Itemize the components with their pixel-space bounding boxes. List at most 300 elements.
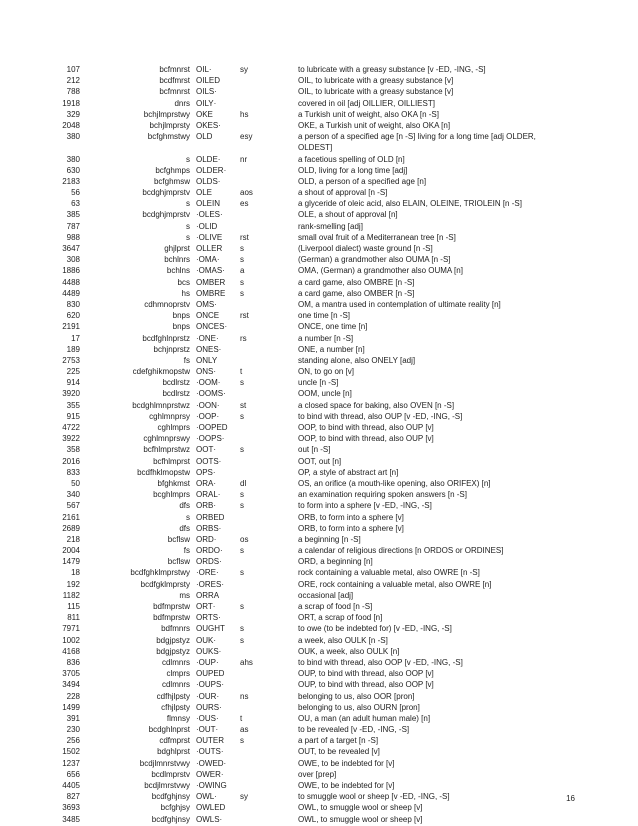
table-row (0, 422, 638, 433)
front-hooks: dnrs (174, 98, 190, 108)
front-hooks: fs (183, 355, 190, 365)
definition: a week, also OULK [n -S] (298, 635, 388, 645)
word: OUGHT (196, 624, 225, 634)
table-row (0, 388, 638, 399)
table-row (0, 478, 638, 489)
rank-number: 1182 (62, 590, 80, 600)
front-hooks: bcfhlmprstwz (143, 445, 190, 455)
word: ·OLES· (196, 210, 223, 220)
table-row (0, 344, 638, 355)
definition: OUP, to bind with thread, also OOP [v] (298, 680, 434, 690)
word: ·OWING (196, 781, 227, 791)
rank-number: 228 (66, 691, 80, 701)
word: OMBER (196, 277, 226, 287)
rank-number: 212 (66, 76, 80, 86)
rank-number: 17 (71, 333, 80, 343)
definition: OU, a man (an adult human male) [n] (298, 713, 431, 723)
word: ·OOPS· (196, 434, 225, 444)
front-hooks: bdfmnrs (161, 624, 190, 634)
rank-number: 380 (66, 154, 80, 164)
definition: OOT, out [n] (298, 456, 342, 466)
rank-number: 3485 (62, 814, 80, 824)
word: ·OLIVE (196, 232, 223, 242)
definition: OWE, to be indebted for [v] (298, 758, 395, 768)
word: ·OOP· (196, 411, 220, 421)
word: ORB· (196, 501, 216, 511)
word: ·OUR· (196, 691, 220, 701)
definition: rock containing a valuable metal, also OWRE [n -S] (298, 568, 480, 578)
rank-number: 3647 (62, 244, 80, 254)
rank-number: 4488 (62, 277, 80, 287)
front-hooks: bcdlrstz (162, 378, 190, 388)
word: ·OUTS· (196, 747, 224, 757)
back-hooks: s (240, 244, 244, 254)
front-hooks: bdfmprstw (153, 613, 190, 623)
rank-number: 50 (71, 478, 80, 488)
back-hooks: s (240, 501, 244, 511)
word: OUKS· (196, 646, 222, 656)
word: OOT· (196, 445, 216, 455)
rank-number: 830 (66, 299, 80, 309)
definition: a beginning [n -S] (298, 534, 361, 544)
definition: OP, a style of abstract art [n] (298, 467, 399, 477)
front-hooks: bcfghmsw (153, 176, 190, 186)
front-hooks: bcdfghklmprstwy (130, 568, 190, 578)
definition: to form into a sphere [v -ED, -ING, -S] (298, 501, 432, 511)
table-row (0, 758, 638, 769)
table-row (0, 590, 638, 601)
definition: a part of a target [n -S] (298, 736, 379, 746)
table-row (0, 769, 638, 780)
front-hooks: bcdfgklmprsty (140, 579, 190, 589)
word: OUK· (196, 635, 216, 645)
rank-number: 192 (66, 579, 80, 589)
back-hooks: dl (240, 478, 247, 488)
table-row (0, 377, 638, 388)
word: OOTS· (196, 456, 222, 466)
back-hooks: s (240, 411, 244, 421)
definition: (Liverpool dialect) waste ground [n -S] (298, 244, 433, 254)
table-row (0, 489, 638, 500)
back-hooks: sy (240, 792, 248, 802)
table-row (0, 310, 638, 321)
word: OKE (196, 109, 213, 119)
back-hooks: t (240, 367, 243, 377)
word: OLDE· (196, 154, 221, 164)
definition: a card game, also OMBRE [n -S] (298, 277, 415, 287)
rank-number: 1886 (62, 266, 80, 276)
table-row (0, 131, 638, 153)
back-hooks: sy (240, 65, 248, 74)
definition: a calendar of religious directions [n ORDOS or ORDINES] (298, 546, 504, 556)
table-row (0, 646, 638, 657)
front-hooks: cdefghikmopstw (132, 367, 190, 377)
table-row (0, 691, 638, 702)
definition: OLD, living for a long time [adj] (298, 165, 408, 175)
definition: a scrap of food [n -S] (298, 602, 373, 612)
table-row (0, 444, 638, 455)
front-hooks: bnps (172, 322, 190, 332)
front-hooks: bcghlmprs (153, 490, 190, 500)
table-row (0, 64, 638, 75)
table-row (0, 635, 638, 646)
front-hooks: dfs (179, 523, 190, 533)
definition: to lubricate with a greasy substance [v -ED, -ING, -S] (298, 65, 486, 74)
word: ·OOPED (196, 423, 228, 433)
word: ORTS· (196, 613, 221, 623)
rank-number: 4405 (62, 781, 80, 791)
definition: (German) a grandmother also OUMA [n -S] (298, 255, 451, 265)
back-hooks: ahs (240, 657, 253, 667)
definition: belonging to us, also OURN [pron] (298, 702, 420, 712)
word: ·ORE· (196, 568, 219, 578)
word-list (0, 64, 638, 825)
rank-number: 1237 (62, 758, 80, 768)
definition: OWL, to smuggle wool or sheep [v] (298, 803, 423, 813)
front-hooks: cdfhjlpsty (156, 691, 190, 701)
back-hooks: s (240, 546, 244, 556)
word: ONCE (196, 311, 220, 321)
table-row (0, 612, 638, 623)
word: OLDER· (196, 165, 227, 175)
word: ·OOMS· (196, 389, 226, 399)
table-row (0, 802, 638, 813)
table-row (0, 165, 638, 176)
definition: to owe (to be indebted for) [v -ED, -ING, -S] (298, 624, 452, 634)
front-hooks: s (186, 154, 190, 164)
front-hooks: bcdghlnprst (148, 725, 190, 735)
definition: belonging to us, also OOR [pron] (298, 691, 415, 701)
table-row (0, 254, 638, 265)
front-hooks: bcdlmprstv (151, 769, 190, 779)
front-hooks: bchjlmprsty (149, 120, 190, 130)
word: OWLS· (196, 814, 223, 824)
front-hooks: cghlmprs (157, 423, 190, 433)
front-hooks: bcs (177, 277, 190, 287)
table-row (0, 512, 638, 523)
table-row (0, 601, 638, 612)
front-hooks: clmprs (166, 669, 190, 679)
definition: one time [n -S] (298, 311, 351, 321)
word: ONLY (196, 355, 218, 365)
word: ·OLID (196, 221, 218, 231)
rank-number: 1479 (62, 557, 80, 567)
rank-number: 3920 (62, 389, 80, 399)
front-hooks: bcfghjsy (160, 803, 190, 813)
word: OWLED (196, 803, 226, 813)
definition: out [n -S] (298, 445, 331, 455)
table-row (0, 579, 638, 590)
definition: covered in oil [adj OILLIER, OILLIEST] (298, 98, 435, 108)
rank-number: 788 (66, 87, 80, 97)
word: ONS· (196, 367, 216, 377)
rank-number: 380 (66, 132, 80, 142)
rank-number: 4722 (62, 423, 80, 433)
table-row (0, 679, 638, 690)
word: OILY· (196, 98, 217, 108)
word: OKES· (196, 120, 221, 130)
definition: ON, to go on [v] (298, 367, 355, 377)
definition: a shout of approval [n -S] (298, 188, 388, 198)
back-hooks: s (240, 635, 244, 645)
word: ·OOM· (196, 378, 221, 388)
word: ·ONE· (196, 333, 219, 343)
page-number: 16 (566, 794, 575, 803)
definition: a closed space for baking, also OVEN [n -S] (298, 400, 455, 410)
definition: a number [n -S] (298, 333, 354, 343)
definition: ONCE, one time [n] (298, 322, 368, 332)
word: OUTER (196, 736, 224, 746)
front-hooks: bcdfhklmopstw (137, 467, 190, 477)
word: ORBS· (196, 523, 222, 533)
word: OLEIN (196, 199, 221, 209)
front-hooks: fs (183, 546, 190, 556)
front-hooks: bcdghjmprstv (142, 210, 190, 220)
word: ·OWED· (196, 758, 227, 768)
word: OWER· (196, 769, 224, 779)
definition: an examination requiring spoken answers [n -S] (298, 490, 467, 500)
table-row (0, 724, 638, 735)
front-hooks: cdlmnrs (161, 657, 190, 667)
word: ORDS· (196, 557, 222, 567)
front-hooks: bcfghmps (155, 165, 190, 175)
word: OMBRE (196, 288, 226, 298)
rank-number: 2183 (62, 176, 80, 186)
table-row (0, 456, 638, 467)
table-row (0, 657, 638, 668)
back-hooks: s (240, 378, 244, 388)
word: ·OMAS· (196, 266, 225, 276)
front-hooks: bcfmnrst (159, 65, 190, 74)
front-hooks: bcdfmrst (159, 76, 190, 86)
definition: rank-smelling [adj] (298, 221, 363, 231)
table-row (0, 467, 638, 478)
front-hooks: bcfghmstwy (147, 132, 190, 142)
rank-number: 836 (66, 657, 80, 667)
front-hooks: bchlns (166, 266, 190, 276)
word: OURS· (196, 702, 222, 712)
word: OIL· (196, 65, 212, 74)
rank-number: 18 (71, 568, 80, 578)
back-hooks: es (240, 199, 249, 209)
table-row (0, 333, 638, 344)
rank-number: 218 (66, 534, 80, 544)
rank-number: 358 (66, 445, 80, 455)
definition: OS, an orifice (a mouth-like opening, also ORIFEX) [n] (298, 478, 491, 488)
table-row (0, 523, 638, 534)
definition: ORB, to form into a sphere [v] (298, 523, 404, 533)
back-hooks: os (240, 534, 249, 544)
front-hooks: bcdfghlnprstz (142, 333, 190, 343)
rank-number: 1002 (62, 635, 80, 645)
definition: OOP, to bind with thread, also OUP [v] (298, 434, 434, 444)
front-hooks: bcflsw (167, 557, 190, 567)
table-row (0, 120, 638, 131)
rank-number: 4489 (62, 288, 80, 298)
word: OWL· (196, 792, 217, 802)
definition: OOM, uncle [n] (298, 389, 352, 399)
table-row (0, 702, 638, 713)
front-hooks: bcdjlmnrstvwy (139, 758, 190, 768)
back-hooks: s (240, 490, 244, 500)
rank-number: 620 (66, 311, 80, 321)
front-hooks: bcfmnrst (159, 87, 190, 97)
rank-number: 2753 (62, 355, 80, 365)
front-hooks: bdgjpstyz (156, 646, 190, 656)
table-row (0, 746, 638, 757)
rank-number: 1918 (62, 98, 80, 108)
table-row (0, 534, 638, 545)
rank-number: 256 (66, 736, 80, 746)
front-hooks: bnps (172, 311, 190, 321)
back-hooks: s (240, 277, 244, 287)
table-row (0, 433, 638, 444)
definition: OMA, (German) a grandmother also OUMA [n] (298, 266, 463, 276)
definition: ORT, a scrap of food [n] (298, 613, 383, 623)
rank-number: 56 (71, 188, 80, 198)
word: ORDO· (196, 546, 223, 556)
definition: to bind with thread, also OUP [v -ED, -ING, -S] (298, 411, 463, 421)
table-row (0, 277, 638, 288)
front-hooks: ms (179, 590, 190, 600)
definition: OWE, to be indebted for [v] (298, 781, 395, 791)
definition: OUK, a week, also OULK [n] (298, 646, 400, 656)
table-row (0, 98, 638, 109)
table-row (0, 198, 638, 209)
definition: OM, a mantra used in contemplation of ultimate reality [n] (298, 299, 501, 309)
front-hooks: dfs (179, 501, 190, 511)
rank-number: 1499 (62, 702, 80, 712)
table-row (0, 265, 638, 276)
definition: occasional [adj] (298, 590, 354, 600)
front-hooks: s (186, 221, 190, 231)
front-hooks: bcdlrstz (162, 389, 190, 399)
front-hooks: bcdghlmnprstwz (132, 400, 190, 410)
back-hooks: s (240, 288, 244, 298)
back-hooks: hs (240, 109, 249, 119)
word: ·OUS· (196, 713, 219, 723)
rank-number: 189 (66, 344, 80, 354)
front-hooks: bcdfghjnsy (151, 814, 190, 824)
back-hooks: nr (240, 154, 248, 164)
rank-number: 3693 (62, 803, 80, 813)
back-hooks: rs (240, 333, 247, 343)
front-hooks: cghlmnprswy (143, 434, 190, 444)
rank-number: 811 (67, 613, 80, 623)
rank-number: 63 (71, 199, 80, 209)
word: ONES· (196, 344, 222, 354)
definition: to be revealed [v -ED, -ING, -S] (298, 725, 410, 735)
table-row (0, 176, 638, 187)
rank-number: 988 (66, 232, 80, 242)
table-row (0, 791, 638, 802)
word: OMS· (196, 299, 217, 309)
table-row (0, 75, 638, 86)
word: OPS· (196, 467, 216, 477)
word: ORT· (196, 602, 216, 612)
table-row (0, 86, 638, 97)
back-hooks: s (240, 624, 244, 634)
front-hooks: bdgjpstyz (156, 635, 190, 645)
table-row (0, 814, 638, 825)
definition: a glyceride of oleic acid, also ELAIN, OLEINE, TRIOLEIN [n -S] (298, 199, 522, 209)
definition: OIL, to lubricate with a greasy substance [v] (298, 76, 454, 86)
rank-number: 385 (66, 210, 80, 220)
back-hooks: esy (240, 132, 253, 142)
table-row (0, 400, 638, 411)
rank-number: 230 (66, 725, 80, 735)
definition: OLE, a shout of approval [n] (298, 210, 398, 220)
word: ·OMA· (196, 255, 220, 265)
front-hooks: bcfhlmprst (153, 456, 190, 466)
front-hooks: s (186, 232, 190, 242)
definition: a Turkish unit of weight, also OKA [n -S] (298, 109, 439, 119)
back-hooks: s (240, 602, 244, 612)
table-row (0, 209, 638, 220)
back-hooks: a (240, 266, 245, 276)
rank-number: 391 (66, 713, 80, 723)
front-hooks: bcflsw (167, 534, 190, 544)
table-row (0, 288, 638, 299)
definition: uncle [n -S] (298, 378, 339, 388)
definition: OLD, a person of a specified age [n] (298, 176, 427, 186)
table-row (0, 154, 638, 165)
front-hooks: bcdjlmrstvwy (144, 781, 190, 791)
front-hooks: flmnsy (166, 713, 190, 723)
table-row (0, 221, 638, 232)
table-row (0, 713, 638, 724)
front-hooks: bchjnprstz (153, 344, 190, 354)
word: ORD· (196, 534, 217, 544)
front-hooks: bcdghjmprstv (142, 188, 190, 198)
definition: a facetious spelling of OLD [n] (298, 154, 405, 164)
word: OLLER (196, 244, 223, 254)
word: OLE (196, 188, 213, 198)
word: ONCES· (196, 322, 228, 332)
rank-number: 630 (66, 165, 80, 175)
table-row (0, 780, 638, 791)
definition: ORE, rock containing a valuable metal, also OWRE [n] (298, 579, 492, 589)
definition: ORD, a beginning [n] (298, 557, 373, 567)
back-hooks: aos (240, 188, 253, 198)
definition: ORB, to form into a sphere [v] (298, 512, 404, 522)
definition: small oval fruit of a Mediterranean tree [n -S] (298, 232, 456, 242)
word: ORAL· (196, 490, 221, 500)
definition: ONE, a number [n] (298, 344, 365, 354)
rank-number: 3705 (62, 669, 80, 679)
front-hooks: ghjlprst (164, 244, 190, 254)
rank-number: 340 (66, 490, 80, 500)
table-row (0, 299, 638, 310)
front-hooks: bcdfghjnsy (151, 792, 190, 802)
word: ORRA (196, 590, 220, 600)
front-hooks: bchlnrs (164, 255, 190, 265)
table-row (0, 232, 638, 243)
rank-number: 2016 (62, 456, 80, 466)
front-hooks: hs (181, 288, 190, 298)
rank-number: 308 (66, 255, 80, 265)
table-row (0, 366, 638, 377)
table-row (0, 321, 638, 332)
rank-number: 2161 (62, 512, 80, 522)
rank-number: 2191 (62, 322, 80, 332)
table-row (0, 500, 638, 511)
back-hooks: t (240, 713, 243, 723)
table-row (0, 668, 638, 679)
word: ·OUPS· (196, 680, 224, 690)
word: ·OUP· (196, 657, 219, 667)
rank-number: 115 (67, 602, 80, 612)
